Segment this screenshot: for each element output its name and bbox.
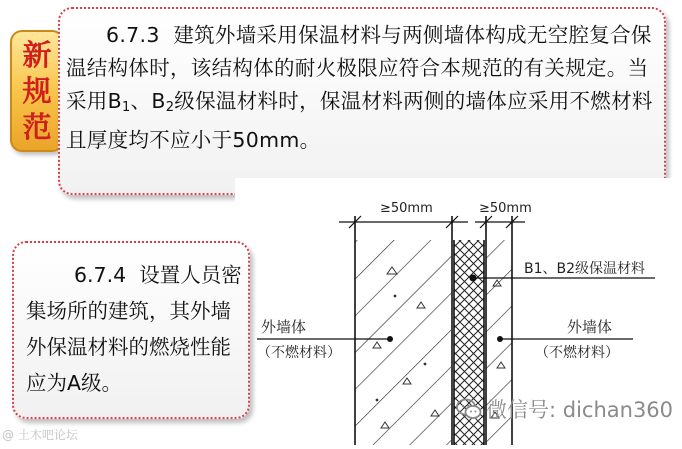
clause-673-sub2: 2: [165, 100, 175, 115]
clause-674-text: [26, 257, 246, 401]
left-wall-name: 外墙体: [261, 318, 307, 336]
clause-674-box: [12, 241, 250, 419]
dimension-lines: [339, 216, 525, 228]
clause-673-text-a: 建筑外墙采用保温材料与两侧墙体构成无空腔复合保温结构体时，该结构体的耐火极限应符合本规范的有关规定。当采用B: [66, 23, 652, 113]
wechat-icon: [456, 398, 482, 420]
watermark-text: 微信号: dichan360: [486, 398, 674, 422]
clause-674-number: 6.7.4: [74, 263, 127, 287]
forum-watermark: @ 土木吧论坛: [2, 428, 78, 442]
clause-673-number: 6.7.3: [106, 23, 160, 47]
left-wall-note: （不燃材料）: [257, 345, 341, 361]
dim-label-left: ≥50mm: [380, 201, 433, 216]
clause-674-body: 设置人员密集场所的建筑，其外墙外保温材料的燃烧性能应为A级。: [26, 263, 242, 395]
badge-char-2: 规: [22, 74, 52, 108]
clause-673-text: [66, 19, 662, 157]
clause-673-sub1: 1: [121, 100, 131, 115]
insulation-label: B1、B2级保温材料: [524, 261, 646, 277]
clause-673-text-c: 级保温材料时，保温材料两侧的墙体应采用不燃材料且厚度均不应小于50mm。: [66, 89, 653, 152]
right-wall-note: （不燃材料）: [535, 345, 619, 361]
right-wall-name: 外墙体: [567, 318, 613, 336]
insulation-leader-dot: [470, 275, 477, 282]
left-wall-hatch: [355, 240, 451, 445]
right-wall-leader-dot: [497, 336, 503, 342]
badge-char-1: 新: [22, 38, 52, 72]
left-wall-leader-dot: [387, 336, 393, 342]
dim-label-right: ≥50mm: [479, 201, 532, 216]
wechat-watermark: [456, 394, 673, 424]
new-code-badge: [10, 30, 64, 152]
clause-673-box: [58, 7, 666, 195]
badge-char-3: 范: [22, 110, 52, 144]
clause-673-text-b: 、B: [130, 89, 166, 113]
